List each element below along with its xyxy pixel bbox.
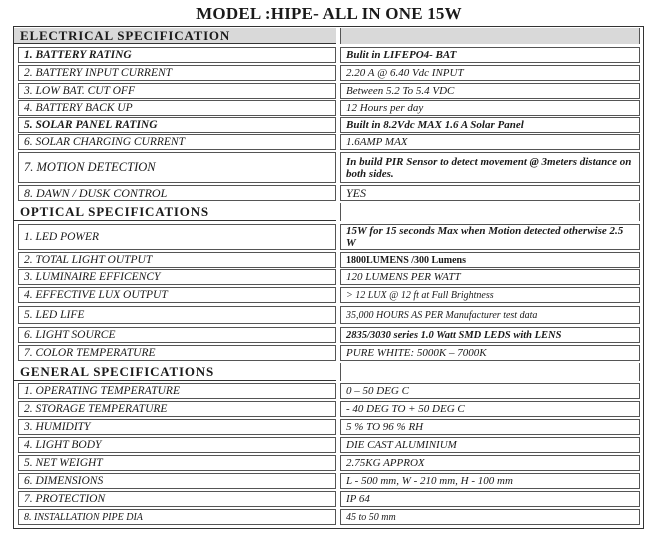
table-row bbox=[14, 509, 642, 525]
spec-label: 5. LED LIFE bbox=[18, 306, 336, 324]
spec-label: 6. SOLAR CHARGING CURRENT bbox=[18, 134, 336, 150]
spec-label: 5. SOLAR PANEL RATING bbox=[18, 117, 336, 133]
table-row bbox=[14, 269, 642, 285]
spec-label: 4. LIGHT BODY bbox=[18, 437, 336, 453]
table-row bbox=[14, 473, 642, 489]
spec-value: > 12 LUX @ 12 ft at Full Brightness bbox=[340, 287, 640, 303]
table-row bbox=[14, 100, 642, 116]
spec-label: 2. STORAGE TEMPERATURE bbox=[18, 401, 336, 417]
spec-label: 2. TOTAL LIGHT OUTPUT bbox=[18, 252, 336, 268]
table-row bbox=[14, 345, 642, 361]
section-title: OPTICAL SPECIFICATIONS bbox=[14, 203, 336, 221]
table-row bbox=[14, 152, 642, 183]
spec-value: PURE WHITE: 5000K – 7000K bbox=[340, 345, 640, 361]
section-title: GENERAL SPECIFICATIONS bbox=[14, 363, 336, 381]
table-row bbox=[14, 306, 642, 324]
section-header-electrical bbox=[14, 28, 642, 44]
table-row bbox=[14, 224, 642, 250]
spec-value: 1800LUMENS /300 Lumens bbox=[340, 252, 640, 268]
spec-label: 1. LED POWER bbox=[18, 224, 336, 250]
spec-label: 7. MOTION DETECTION bbox=[18, 152, 336, 183]
spec-value: 2.75KG APPROX bbox=[340, 455, 640, 471]
table-row bbox=[14, 252, 642, 268]
spec-value: Bulit in LIFEPO4- BAT bbox=[340, 47, 640, 63]
spec-value: 45 to 50 mm bbox=[340, 509, 640, 525]
spec-value: DIE CAST ALUMINIUM bbox=[340, 437, 640, 453]
spec-value: Built in 8.2Vdc MAX 1.6 A Solar Panel bbox=[340, 117, 640, 133]
section-header-general bbox=[14, 363, 642, 381]
spec-label: 3. LOW BAT. CUT OFF bbox=[18, 83, 336, 99]
table-row bbox=[14, 134, 642, 150]
spec-label: 7. PROTECTION bbox=[18, 491, 336, 507]
section-title: ELECTRICAL SPECIFICATION bbox=[14, 28, 336, 44]
table-row bbox=[14, 117, 642, 133]
spec-label: 8. INSTALLATION PIPE DIA bbox=[18, 509, 336, 525]
spec-label: 7. COLOR TEMPERATURE bbox=[18, 345, 336, 361]
spec-value: 2835/3030 series 1.0 Watt SMD LEDS with LENS bbox=[340, 327, 640, 343]
page-title: MODEL :HIPE- ALL IN ONE 15W bbox=[196, 4, 462, 23]
table-row bbox=[14, 83, 642, 99]
spec-value: - 40 DEG TO + 50 DEG C bbox=[340, 401, 640, 417]
table-row bbox=[14, 491, 642, 507]
spec-value: 5 % TO 96 % RH bbox=[340, 419, 640, 435]
spec-value: 35,000 HOURS AS PER Manufacturer test data bbox=[340, 306, 640, 324]
spec-value: 120 LUMENS PER WATT bbox=[340, 269, 640, 285]
table-row bbox=[14, 401, 642, 417]
spec-label: 6. DIMENSIONS bbox=[18, 473, 336, 489]
spec-value: 15W for 15 seconds Max when Motion detected otherwise 2.5 W bbox=[340, 224, 640, 250]
table-row bbox=[14, 47, 642, 63]
table-row bbox=[14, 455, 642, 471]
spec-label: 5. NET WEIGHT bbox=[18, 455, 336, 471]
spec-value: 2.20 A @ 6.40 Vdc INPUT bbox=[340, 65, 640, 81]
spec-label: 2. BATTERY INPUT CURRENT bbox=[18, 65, 336, 81]
spec-table bbox=[13, 26, 644, 529]
table-row bbox=[14, 65, 642, 81]
spec-value: In build PIR Sensor to detect movement @ 3meters distance on both sides. bbox=[340, 152, 640, 183]
table-row bbox=[14, 287, 642, 303]
table-row bbox=[14, 185, 642, 201]
spec-label: 4. BATTERY BACK UP bbox=[18, 100, 336, 116]
table-row bbox=[14, 383, 642, 399]
spec-label: 3. HUMIDITY bbox=[18, 419, 336, 435]
spec-label: 1. BATTERY RATING bbox=[18, 47, 336, 63]
spec-value: IP 64 bbox=[340, 491, 640, 507]
spec-label: 3. LUMINAIRE EFFICENCY bbox=[18, 269, 336, 285]
spec-value: 12 Hours per day bbox=[340, 100, 640, 116]
spec-value: 0 – 50 DEG C bbox=[340, 383, 640, 399]
spec-label: 8. DAWN / DUSK CONTROL bbox=[18, 185, 336, 201]
section-header-optical bbox=[14, 203, 642, 221]
spec-label: 6. LIGHT SOURCE bbox=[18, 327, 336, 343]
spec-label: 1. OPERATING TEMPERATURE bbox=[18, 383, 336, 399]
spec-value: Between 5.2 To 5.4 VDC bbox=[340, 83, 640, 99]
table-row bbox=[14, 327, 642, 343]
spec-value: 1.6AMP MAX bbox=[340, 134, 640, 150]
table-row bbox=[14, 437, 642, 453]
spec-value: YES bbox=[340, 185, 640, 201]
spec-value: L - 500 mm, W - 210 mm, H - 100 mm bbox=[340, 473, 640, 489]
spec-label: 4. EFFECTIVE LUX OUTPUT bbox=[18, 287, 336, 303]
table-row bbox=[14, 419, 642, 435]
